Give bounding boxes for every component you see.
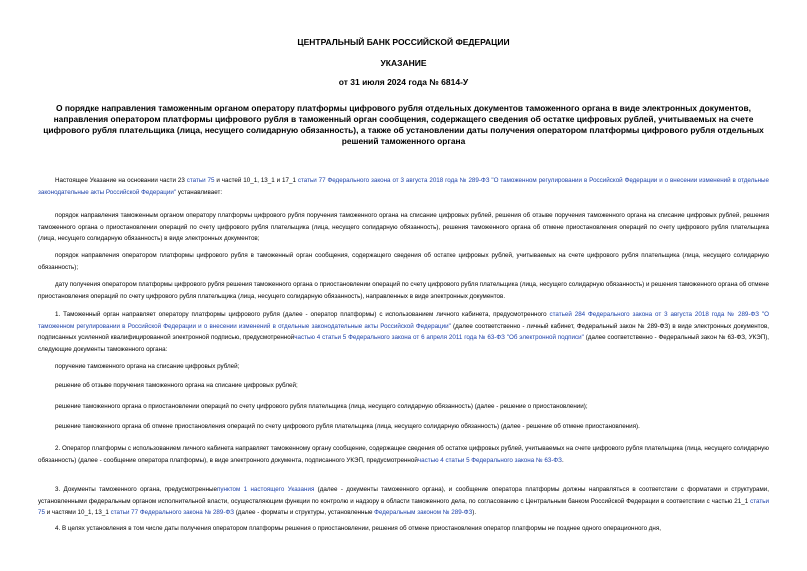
p3-text-3: и частями 10_1, 13_1: [44, 509, 111, 517]
preamble-text-2: и частей 10_1, 13_1 и 17_1: [214, 177, 298, 184]
document-list-item: решение таможенного органа об отмене приостановления операций по счету цифрового рубля плательщика (лица, несущего солидарную обязанность) (далее - решение об отмене приостановления).: [55, 423, 640, 430]
link-point-1[interactable]: пунктом 1 настоящего Указания: [217, 486, 315, 493]
p1-text-3: (далее соответственно - Федеральный закон № 63-ФЗ, УКЭП), следующие документы таможенного органа:: [38, 334, 770, 354]
link-article-77-law-289[interactable]: статьи 77 Федерального закона от 3 августа 2018 года № 289-ФЗ "О таможенном регулировании в Российской Федерации и о внесении изменений в отдельные законодательные акты Российской Федерации": [38, 177, 770, 196]
document-date: от 31 июля 2024 года № 6814-У: [338, 77, 469, 87]
link-law-63-part-4[interactable]: частью 4 статьи 5 Федерального закона № 63-ФЗ: [417, 456, 562, 464]
p3-text-4: (далее - форматы и структуры, установленные: [233, 509, 375, 517]
link-law-63[interactable]: частью 4 статьи 5 Федерального закона от 6 апреля 2011 года № 63-ФЗ "Об электронной подписи": [294, 334, 584, 342]
paragraph-4: 4. В целях установления в том числе даты получения оператором платформы решения о приостановлении, решения об отмене приостановления оператор платформы не позднее одного операционного дня,: [55, 525, 662, 532]
preamble-paragraph: [38, 175, 769, 198]
p1-text-1: 1. Таможенный орган направляет оператору платформы цифрового рубля (далее - оператор платформы) с использованием личного кабинета, предусмотренного: [55, 311, 550, 318]
list-item: порядок направления оператором платформы цифрового рубля в таможенный орган сообщения, содержащего сведения об остатке цифровых рублей, учитываемых на счете цифрового рубля плательщика (лица, несущего солидарную обязанность);: [38, 252, 769, 271]
link-article-284-law-289[interactable]: статьей 284 Федерального закона от 3 августа 2018 года № 289-ФЗ "О таможенном регулировании в Российской Федерации и о внесении изменений в отдельные законодательные акты Российской Федерации": [38, 311, 769, 330]
paragraph-3: [38, 484, 769, 519]
p1-text-2: (далее соответственно - личный кабинет, Федеральный закон № 289-ФЗ) в виде электронных документов, подписанных усиленной квалифицированной электронной подписью, предусмотренной: [38, 322, 769, 342]
document-kind: УКАЗАНИЕ: [380, 58, 427, 68]
paragraph-1: [38, 309, 769, 356]
paragraph-2: [38, 443, 769, 466]
preamble-text-1: Настоящее Указание на основании части 23: [55, 177, 187, 184]
p3-text-1: 3. Документы таможенного органа, предусмотренные: [55, 486, 217, 493]
p2-text-2: .: [561, 456, 564, 464]
link-article-77-b[interactable]: статьи 77 Федерального закона № 289-ФЗ: [110, 509, 234, 517]
list-item: дату получения оператором платформы цифрового рубля решения таможенного органа о приостановлении операций по счету цифрового рубля плательщика (лица, несущего солидарную обязанность) и решения таможенного органа об отмене приостановления операций по счету цифрового рубля плательщика (лица, несущего солидарную обязанность), направленных в виде электронных документов.: [38, 281, 769, 300]
link-law-289[interactable]: Федеральным законом № 289-ФЗ: [374, 509, 473, 517]
link-article-75[interactable]: статьи 75: [186, 177, 215, 184]
p3-text-5: ).: [472, 509, 477, 517]
document-list-item: решение таможенного органа о приостановлении операций по счету цифрового рубля плательщика (лица, несущего солидарную обязанность) (далее - решение о приостановлении);: [55, 403, 588, 410]
preamble-text-3: устанавливает:: [176, 188, 223, 196]
document-list-item: поручение таможенного органа на списание цифровых рублей;: [55, 363, 240, 370]
issuer-heading: ЦЕНТРАЛЬНЫЙ БАНК РОССИЙСКОЙ ФЕДЕРАЦИИ: [297, 37, 510, 47]
document-title: О порядке направления таможенным органом оператору платформы цифрового рубля отдельных документов таможенного органа в виде электронных документов, направления оператором платформы цифрового рубля в таможенный орган сообщения, содержащего сведения об остатке цифровых рублей, учитываемых на счете цифрового рубля плательщика (лица, несущего солидарную обязанность), а также об установлении даты получения оператором платформы цифрового рубля отдельных решений таможенного органа: [43, 103, 764, 146]
link-article-75-b[interactable]: статьи 75: [38, 497, 769, 517]
list-item: порядок направления таможенным органом оператору платформы цифрового рубля поручения таможенного органа на списание цифровых рублей, решения об отзыве поручения таможенного органа на списание цифровых рублей, решения таможенного органа о приостановлении операций по счету цифрового рубля плательщика (лица, несущего солидарную обязанность), решения таможенного органа об отмене приостановления операций по счету цифрового рубля плательщика (лица, несущего солидарную обязанность) в виде электронных документов;: [38, 212, 769, 243]
p3-text-2: (далее - документы таможенного органа), и сообщение оператора платформы должны направляться в соответствии с форматами и структурами, установленными федеральным органом исполнительной власти, осуществляющим функции по контролю и надзору в области таможенного дела, по согласованию с Центральным банком Российской Федерации в соответствии с частью 21_1: [38, 486, 769, 505]
p2-text-1: 2. Оператор платформы с использованием личного кабинета направляет таможенному органу сообщение, содержащее сведения об остатке цифровых рублей, учитываемых на счете цифрового рубля плательщика (лица, несущего солидарную обязанность) (далее - сообщение оператора платформы), в виде электронного документа, подписанного УКЭП, предусмотренной: [38, 445, 769, 464]
document-list-item: решение об отзыве поручения таможенного органа на списание цифровых рублей;: [55, 382, 298, 389]
